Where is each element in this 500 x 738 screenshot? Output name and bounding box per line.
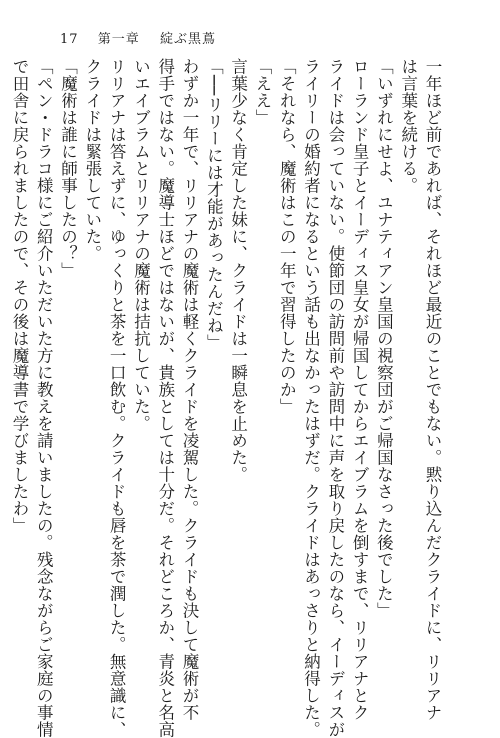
chapter-title: 綻ぶ黒蔦 (159, 32, 216, 47)
text-line: 「魔術は誰に師事したの？」 (58, 58, 78, 279)
text-line: いエイブラムとリリアナの魔術は拮抗していた。 (131, 58, 151, 432)
text-line: クライドは緊張していた。 (82, 58, 102, 262)
text-line: わずか一年で、リリアナの魔術は軽くクライドを凌駕した。クライドも決して魔術が不 (180, 58, 200, 721)
text-line: 得手ではない。魔導士ほどではないが、貴族としては十分だ。それどころか、青炎と名高 (155, 58, 175, 738)
text-line: 「──リリーには才能があったんだね」 (204, 58, 224, 351)
text-line: 言葉少なく肯定した妹に、クライドは一瞬息を止めた。 (228, 58, 248, 483)
text-line: で田舎に戻られましたので、その後は魔導書で学びましたわ」 (9, 58, 29, 534)
chapter-label: 第一章 (97, 32, 140, 47)
running-header (60, 28, 216, 47)
text-line: ライリーの婚約者になるという話も出なかったはずだ。クライドはあっさりと納得した。 (301, 58, 321, 738)
text-line: 「ペン・ドラコ様にご紹介いただいた方に教えを請いましたの。残念ながらご家庭の事情 (34, 58, 54, 738)
text-line: リリアナは答えずに、ゆっくりと茶を一口飲む。クライドも唇を茶で潤した。無意識に、 (107, 58, 127, 738)
page-number: 17 (60, 32, 79, 47)
body-text (9, 58, 444, 738)
text-line: 「ええ」 (252, 58, 272, 126)
text-line: 一年ほど前であれば、それほど最近のことでもない。黙り込んだクライドに、リリアナ (423, 58, 442, 721)
text-line: 「それなら、魔術はこの一年で習得したのか」 (277, 58, 297, 415)
text-line: ライドは会っていない。使節団の訪問前や訪問中に声を取り戻したのなら、イーディスが (325, 58, 345, 738)
text-line: 「いずれにせよ、ユナティアン皇国の視察団がご帰国なさった後でした」 (374, 58, 394, 619)
text-line: ローランド皇子とイーディス皇女が帰国してからエイブラムを倒すまで、リリアナとク (350, 58, 370, 721)
text-line: は言葉を続ける。 (398, 58, 418, 194)
